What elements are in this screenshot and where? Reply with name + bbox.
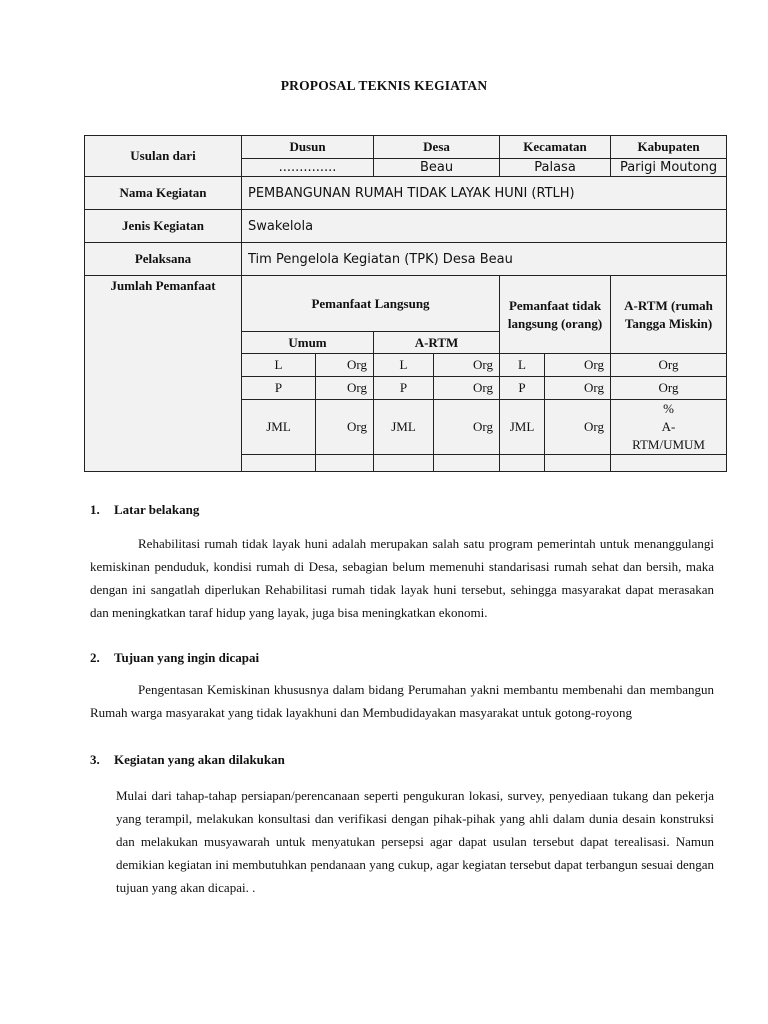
- empty-cell: [611, 455, 727, 472]
- proposal-table: [84, 135, 727, 472]
- section-number: 3.: [90, 752, 100, 767]
- desa-header: Desa: [374, 136, 500, 159]
- section-title: Tujuan yang ingin dicapai: [114, 650, 260, 665]
- artm-miskin-value: Org: [611, 377, 727, 400]
- tl-value: Org: [545, 400, 611, 455]
- document-title: PROPOSAL TEKNIS KEGIATAN: [280, 78, 488, 93]
- artm-header: A-RTM: [374, 332, 500, 354]
- umum-header: Umum: [242, 332, 374, 354]
- empty-cell: [545, 455, 611, 472]
- section-number: 1.: [90, 502, 100, 517]
- umum-value: Org: [316, 354, 374, 377]
- section-3-heading: [90, 752, 714, 768]
- section-1-text: Rehabilitasi rumah tidak layak huni adalah merupakan salah satu program pemerintah untuk menanggulangi kemiskinan penduduk, kondisi rumah di Desa, sebagian belum memenuhi standarisasi rumah sehat dan bersih, maka dengan ini sangatlah diperlukan Rehabilitasi rumah tidak layak huni tersebut, sehingga masyarakat dapat merasakan dan meningkatkan taraf hidup yang layak, juga bisa meningkatkan ekonomi.: [90, 536, 714, 620]
- empty-cell: [374, 455, 434, 472]
- artm-miskin-value: Org: [611, 354, 727, 377]
- section-title: Kegiatan yang akan dilakukan: [114, 752, 285, 767]
- section-title: Latar belakang: [114, 502, 200, 517]
- dusun-header: Dusun: [242, 136, 374, 159]
- artm-key: JML: [374, 400, 434, 455]
- pelaksana-value: Tim Pengelola Kegiatan (TPK) Desa Beau: [242, 243, 727, 276]
- section-2-text: Pengentasan Kemiskinan khususnya dalam bidang Perumahan yakni membantu membenahi dan membangun Rumah warga masyarakat yang tidak layakhuni dan Membudidayakan masyarakat untuk gotong-royong: [90, 682, 714, 720]
- umum-key: P: [242, 377, 316, 400]
- jenis-kegiatan-value: Swakelola: [242, 210, 727, 243]
- tl-key: P: [500, 377, 545, 400]
- artm-ratio-cell: [611, 400, 727, 455]
- pelaksana-label: Pelaksana: [85, 243, 242, 276]
- ratio-prefix: A-: [661, 419, 676, 434]
- artm-key: P: [374, 377, 434, 400]
- section-3-text: Mulai dari tahap-tahap persiapan/perencanaan seperti pengukuran lokasi, survey, penyediaan tukang dan pekerja yang terampil, melakukan konsultasi dan verifikasi dengan pihak-pihak yang ahli dalam dunia desain konstruksi dan melakukan musyawarah untuk menyatukan persepsi agar dapat usulan tersebut dapat terealisasi. Namun demikian kegiatan ini membutuhkan pendanaan yang cukup, agar kegiatan tersebut dapat terbangun sesuai dengan tujuan yang akan dicapai. .: [116, 788, 714, 895]
- umum-value: Org: [316, 377, 374, 400]
- kabupaten-header: Kabupaten: [611, 136, 727, 159]
- pemanfaat-langsung-header: Pemanfaat Langsung: [242, 276, 500, 332]
- nama-kegiatan-label: Nama Kegiatan: [85, 177, 242, 210]
- section-number: 2.: [90, 650, 100, 665]
- kabupaten-value: Parigi Moutong: [611, 159, 727, 177]
- jenis-kegiatan-label: Jenis Kegiatan: [85, 210, 242, 243]
- empty-cell: [434, 455, 500, 472]
- kecamatan-value: Palasa: [500, 159, 611, 177]
- desa-value: Beau: [374, 159, 500, 177]
- umum-key: JML: [242, 400, 316, 455]
- usulan-label: Usulan dari: [85, 136, 242, 177]
- kecamatan-header: Kecamatan: [500, 136, 611, 159]
- artm-value: Org: [434, 354, 500, 377]
- artm-key: L: [374, 354, 434, 377]
- section-1-heading: [90, 502, 714, 518]
- artm-miskin-header: A-RTM (rumah Tangga Miskin): [611, 276, 727, 354]
- pemanfaat-tidak-langsung-header: Pemanfaat tidak langsung (orang): [500, 276, 611, 354]
- jumlah-pemanfaat-label: Jumlah Pemanfaat: [85, 276, 242, 472]
- artm-value: Org: [434, 377, 500, 400]
- dusun-value: ..............: [242, 159, 374, 177]
- tl-key: JML: [500, 400, 545, 455]
- tl-value: Org: [545, 377, 611, 400]
- empty-cell: [316, 455, 374, 472]
- artm-value: Org: [434, 400, 500, 455]
- empty-cell: [242, 455, 316, 472]
- umum-value: Org: [316, 400, 374, 455]
- section-2-heading: [90, 650, 714, 666]
- tl-key: L: [500, 354, 545, 377]
- empty-cell: [500, 455, 545, 472]
- umum-key: L: [242, 354, 316, 377]
- ratio-suffix: RTM/UMUM: [632, 437, 705, 452]
- percent-sign: %: [663, 401, 674, 416]
- nama-kegiatan-value: PEMBANGUNAN RUMAH TIDAK LAYAK HUNI (RTLH): [242, 177, 727, 210]
- tl-value: Org: [545, 354, 611, 377]
